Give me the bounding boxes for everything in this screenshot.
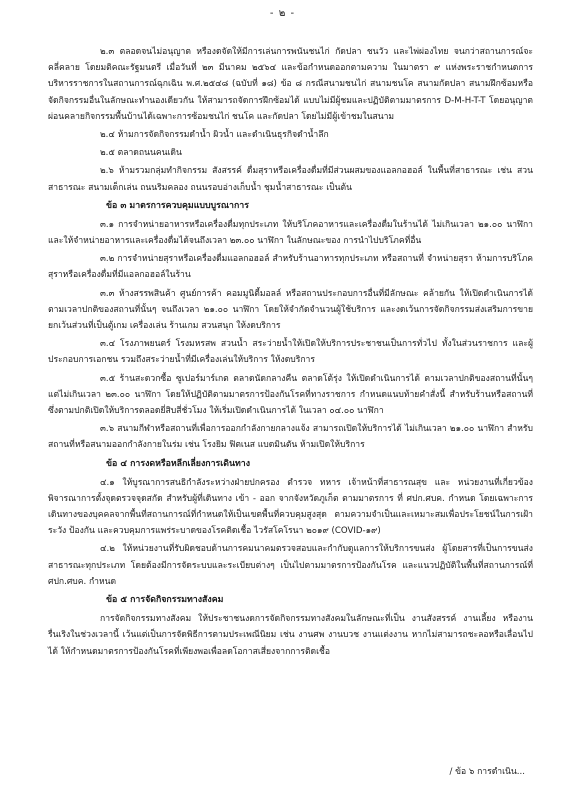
paragraph-3-4: ๓.๔ โรงภาพยนตร์ โรงมหรสพ สวนน้ำ สระว่ายน้ำให้เปิดให้บริการประชาชนเป็นการทั่วไป ทั้งในส่วนราชการ และผู้ประกอบการเอกชน รวมถึงสระว่ายน้ำที่มีเครื่องเล่นให้บริการ ให้งดบริการ bbox=[48, 339, 533, 366]
paragraph-3-2: ๓.๒ การจำหน่ายสุราหรือเครื่องดื่มแอลกอฮอล์ สำหรับร้านอาหารทุกประเภท หรือสถานที่ จำหน่ายสุรา ห้ามการบริโภคสุราหรือเครื่องดื่มที่มีแอลกอฮอล์ในร้าน bbox=[48, 254, 533, 281]
clause-3-heading: ข้อ ๓ มาตรการควบคุมแบบบูรณาการ bbox=[106, 200, 249, 211]
paragraph-3-6: ๓.๖ สนามกีฬาหรือสถานที่เพื่อการออกกำลังกายกลางแจ้ง สามารถเปิดให้บริการได้ ไม่เกินเวลา ๒๑.๐๐ นาฬิกา สำหรับสถานที่หรือสนามออกกำลังกายในร่ม เช่น โรงยิม ฟิตเนส แบดมินตัน ห้ามเปิดให้บริการ bbox=[48, 424, 533, 451]
continuation-note: / ข้อ ๖ การดำเนิน... bbox=[449, 767, 525, 777]
paragraph-2-4: ๒.๔ ห้ามการจัดกิจกรรมดำน้ำ ผิวน้ำ และดำเนินธุรกิจดำน้ำลึก bbox=[100, 130, 329, 141]
clause-5-heading: ข้อ ๕ การจัดกิจกรรมทางสังคม bbox=[106, 595, 224, 606]
paragraph-4-2: ๔.๒ ให้หน่วยงานที่รับผิดชอบด้านการคมนาคมตรวจสอบและกำกับดูแลการให้บริการขนส่ง ผู้โดยสารที่เป็นการขนส่งสาธารณะทุกประเภท โดยต้องมีการจัดระบบและระเบียบต่างๆ เป็นไปตามมาตรการป้องกันโรค และแนวปฏิบัติในพื้นที่สถานการณ์ที่ ศปก.ศบค. กำหนด bbox=[48, 544, 533, 587]
clause-4-heading: ข้อ ๔ การงดหรือหลีกเลี่ยงการเดินทาง bbox=[106, 458, 251, 469]
document-body bbox=[48, 0, 533, 660]
paragraph-3-1: ๓.๑ การจำหน่ายอาหารหรือเครื่องดื่มทุกประเภท ให้บริโภคอาหารและเครื่องดื่มในร้านได้ ไม่เกินเวลา ๒๑.๐๐ นาฬิกา และให้จำหน่ายอาหารและเครื่องดื่มได้จนถึงเวลา ๒๓.๐๐ นาฬิกา ในลักษณะของ การนำไปบริโภคที่อื่น bbox=[48, 219, 533, 247]
paragraph-3-3: ๓.๓ ห้างสรรพสินค้า ศูนย์การค้า คอมมูนิตี้มอลล์ หรือสถานประกอบการอื่นที่มีลักษณะ คล้ายกัน ให้เปิดดำเนินการได้ตามเวลาปกติของสถานที่นั้นๆ จนถึงเวลา ๒๑.๐๐ นาฬิกา โดยให้จำกัดจำนวนผู้ใช้บริการ และงดเว้นการจัดกิจกรรมส่งเสริมการขาย ยกเว้นส่วนที่เป็นตู้เกม เครื่องเล่น ร้านเกม สวนสนุก ให้งดบริการ bbox=[48, 288, 533, 332]
page-number: - ๒ - bbox=[269, 8, 296, 19]
paragraph-3-5: ๓.๕ ร้านสะดวกซื้อ ซูเปอร์มาร์เกต ตลาดนัดกลางคืน ตลาดโต้รุ่ง ให้เปิดดำเนินการได้ ตามเวลาปกติของสถานที่นั้นๆ แต่ไม่เกินเวลา ๒๓.๐๐ นาฬิกา โดยให้ปฏิบัติตามมาตรการป้องกันโรคที่ทางราชการ กำหนดแนบท้ายคำสั่งนี้ สำหรับร้านหรือสถานที่ซึ่งตามปกติเปิดให้บริการตลอดยี่สิบสี่ชั่วโมง ให้เริ่มเปิดดำเนินการได้ ในเวลา ๐๔.๐๐ นาฬิกา bbox=[48, 373, 533, 417]
paragraph-2-6: ๒.๖ ห้ามรวมกลุ่มทำกิจกรรม สังสรรค์ ดื่มสุราหรือเครื่องดื่มที่มีส่วนผสมของแอลกอฮอล์ ในพื้นที่สาธารณะ เช่น สวนสาธารณะ สนามเด็กเล่น ถนนริมคลอง ถนนรอบอ่างเก็บน้ำ ชุมน้ำสาธารณะ เป็นต้น bbox=[48, 166, 533, 193]
paragraph-5: การจัดกิจกรรมทางสังคม ให้ประชาชนงดการจัดกิจกรรมทางสังคมในลักษณะที่เป็น งานสังสรรค์ งานเลี้ยง หรืองานรื่นเริงในช่วงเวลานี้ เว้นแต่เป็นการจัดพิธีการตามประเพณีนิยม เช่น งานศพ งานบวช งานแต่งงาน หากไม่สามารถชะลอหรือเลื่อนไปได้ ให้กำหนดมาตรการป้องกันโรคที่เพียงพอเพื่อลดโอกาสเสี่ยงจากการติดเชื้อ bbox=[48, 614, 533, 657]
paragraph-2-3: ๒.๓ ตลอดจนไม่อนุญาต หรืองดจัดให้มีการเล่นการพนันชนไก่ กัดปลา ชนวัว และไพ่ผ่องไทย จนกว่าสถานการณ์จะคลี่คลาย โดยมติคณะรัฐมนตรี เมื่อวันที่ ๒๓ มีนาคม ๒๕๖๔ และข้อกำหนดออกตามความ ในมาตรา ๙ แห่งพระราชกำหนดการบริหารราชการในสถานการณ์ฉุกเฉิน พ.ศ.๒๕๔๘ (ฉบับที่ ๑๘) ข้อ ๘ กรณีสนามชนไก่ สนามชนโค สนามกัดปลา สนามฝึกซ้อมหรือจัดกิจกรรมอื่นในลักษณะทำนองเดียวกัน ให้สามารถจัดการฝึกซ้อมได้ แบบไม่มีผู้ชมและปฏิบัติตามมาตรการ D-M-H-T-T โดยอนุญาตผ่อนคลายกิจกรรมพื้นบ้านได้เฉพาะการซ้อมชนไก่ ชนโค และกัดปลา โดยไม่มีผู้เข้าชมในสนาม bbox=[48, 47, 533, 122]
paragraph-4-1: ๔.๑ ให้บูรณาการสนธิกำลังระหว่างฝ่ายปกครอง ตำรวจ ทหาร เจ้าหน้าที่สาธารณสุข และ หน่วยงานที่เกี่ยวข้อง พิจารณาการตั้งจุดตรวจจุดสกัด สำหรับผู้ที่เดินทาง เข้า - ออก จากจังหวัดภูเก็ต ตามมาตรการ ที่ ศปก.ศบค. กำหนด โดยเฉพาะการเดินทางของบุคคลจากพื้นที่สถานการณ์ที่กำหนดให้เป็นเขตพื้นที่ควบคุมสูงสุด ตามความจำเป็นและเหมาะสมเพื่อประโยชน์ในการเฝ้าระวัง ป้องกัน และควบคุมการแพร่ระบาดของโรคติดเชื้อ ไวรัสโคโรนา ๒๐๑๙ (COVID-๑๙) bbox=[48, 477, 533, 537]
paragraph-2-5: ๒.๕ ตลาดถนนคนเดิน bbox=[100, 148, 182, 159]
